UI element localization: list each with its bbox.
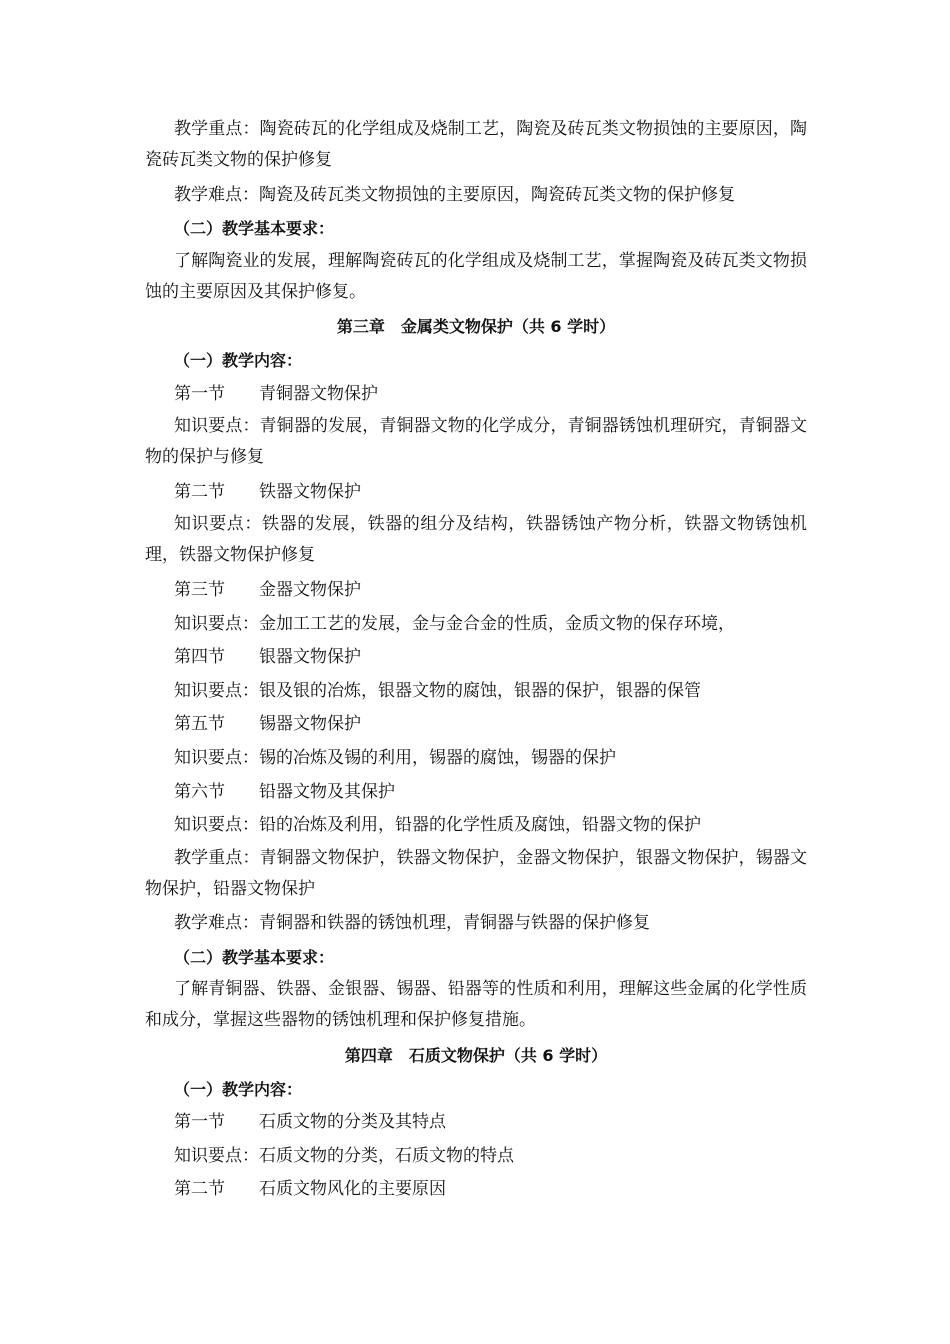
paragraph: 知识要点：青铜器的发展，青铜器文物的化学成分，青铜器锈蚀机理研究，青铜器文物的保护与修复: [145, 416, 807, 468]
subsection-name: 锡器文物保护: [259, 714, 361, 735]
subsection-name: 石质文物的分类及其特点: [259, 1112, 446, 1133]
chapter-title: 第四章 石质文物保护（共 6 学时）: [344, 1046, 608, 1066]
paragraph: 教学重点：青铜器文物保护，铁器文物保护，金器文物保护，银器文物保护，锡器文物保护，铅器文物保护: [145, 847, 807, 899]
subsection-number: 第二节: [174, 481, 225, 502]
paragraph: 知识要点：石质文物的分类，石质文物的特点: [174, 1145, 514, 1166]
subsection-name: 金器文物保护: [259, 579, 361, 600]
subsection-title: [145, 378, 807, 412]
subsection-number: 第二节: [174, 1179, 225, 1200]
subsection-name: 银器文物保护: [259, 647, 361, 668]
paragraph: 教学难点：青铜器和铁器的锈蚀机理，青铜器与铁器的保护修复: [174, 913, 650, 934]
paragraph: 知识要点：铁器的发展，铁器的组分及结构，铁器锈蚀产物分析，铁器文物锈蚀机理，铁器文物保护修复: [145, 514, 807, 566]
subsection-name: 青铜器文物保护: [259, 383, 378, 404]
section-heading: （一）教学内容：: [174, 350, 303, 370]
section-heading: （二）教学基本要求：: [174, 219, 335, 239]
paragraph: 知识要点：金加工工艺的发展，金与金合金的性质，金质文物的保存环境，: [174, 613, 735, 634]
subsection-title: [145, 476, 807, 510]
subsection-number: 第六节: [174, 781, 225, 802]
subsection-name: 铁器文物保护: [259, 481, 361, 502]
subsection-title: [145, 708, 807, 742]
subsection-name: 石质文物风化的主要原因: [259, 1179, 446, 1200]
document-page: [145, 114, 807, 1207]
subsection-title: [145, 776, 807, 810]
subsection-title: [145, 641, 807, 675]
subsection-name: 铅器文物及其保护: [259, 781, 395, 802]
subsection-number: 第一节: [174, 1112, 225, 1133]
paragraph: 了解陶瓷业的发展，理解陶瓷砖瓦的化学组成及烧制工艺，掌握陶瓷及砖瓦类文物损蚀的主要原因及其保护修复。: [145, 250, 807, 302]
paragraph: 教学重点：陶瓷砖瓦的化学组成及烧制工艺，陶瓷及砖瓦类文物损蚀的主要原因，陶瓷砖瓦类文物的保护修复: [145, 119, 807, 170]
subsection-title: [145, 1106, 807, 1140]
paragraph: 知识要点：锡的冶炼及锡的利用，锡器的腐蚀，锡器的保护: [174, 747, 616, 768]
subsection-number: 第四节: [174, 647, 225, 668]
subsection-number: 第一节: [174, 383, 225, 404]
subsection-title: [145, 574, 807, 608]
section-heading: （二）教学基本要求：: [174, 947, 335, 967]
paragraph: 了解青铜器、铁器、金银器、锡器、铅器等的性质和利用，理解这些金属的化学性质和成分，掌握这些器物的锈蚀机理和保护修复措施。: [145, 979, 807, 1031]
section-heading: （一）教学内容：: [174, 1079, 303, 1099]
paragraph: 教学难点：陶瓷及砖瓦类文物损蚀的主要原因，陶瓷砖瓦类文物的保护修复: [174, 184, 735, 205]
paragraph: 知识要点：银及银的冶炼，银器文物的腐蚀，银器的保护，银器的保管: [174, 680, 701, 701]
chapter-title: 第三章 金属类文物保护（共 6 学时）: [336, 317, 616, 337]
subsection-number: 第五节: [174, 714, 225, 735]
subsection-number: 第三节: [174, 579, 225, 600]
subsection-title: [145, 1173, 807, 1207]
paragraph: 知识要点：铅的冶炼及利用，铅器的化学性质及腐蚀，铅器文物的保护: [174, 815, 701, 836]
